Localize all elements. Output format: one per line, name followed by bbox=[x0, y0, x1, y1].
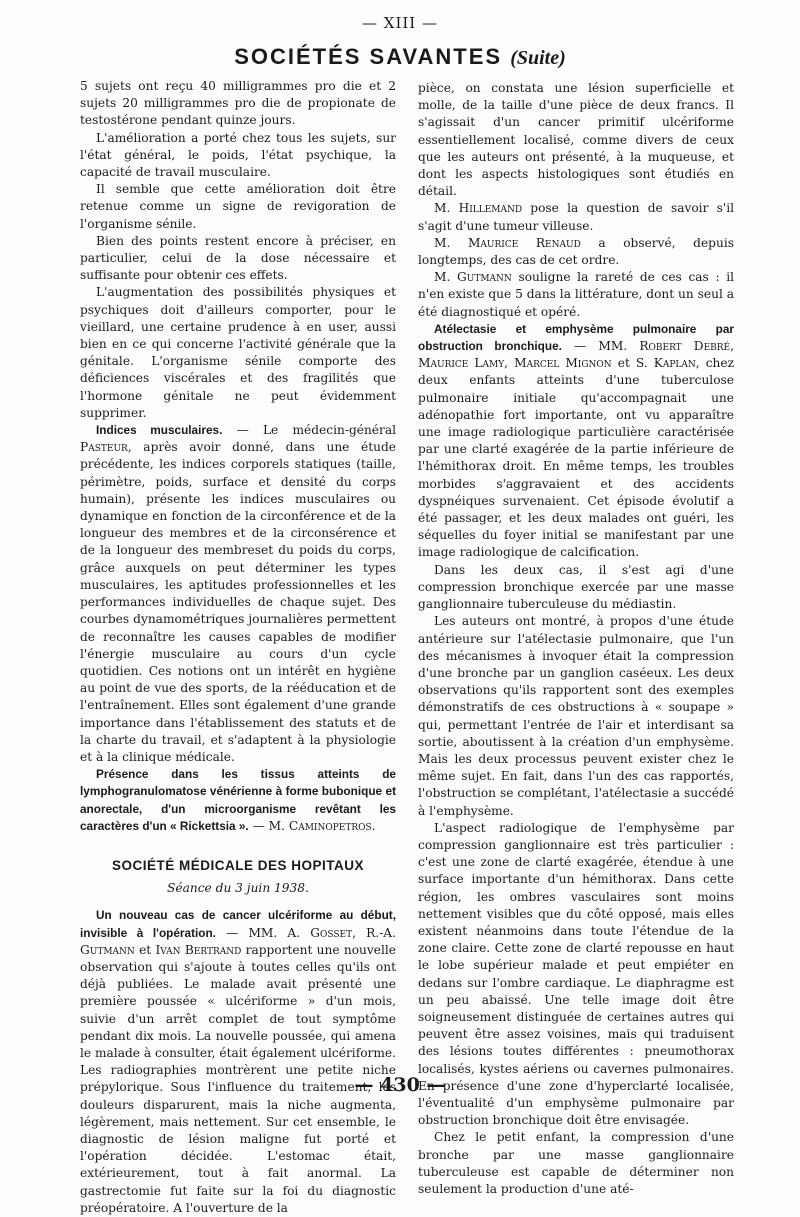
paragraph: M. Gutmann souligne la rareté de ces cas : il n'en existe que 5 dans la littérature, dont un seul a été diagnostiqué et opéré. bbox=[418, 270, 734, 319]
page-number: — 430 — bbox=[354, 1074, 446, 1096]
section-heading: SOCIÉTÉS SAVANTES bbox=[234, 44, 503, 69]
paragraph: M. Maurice Renaud a observé, depuis longtemps, des cas de cet ordre. bbox=[418, 235, 734, 268]
article-title: Présence dans les tissus atteints de lymphogranulomatose vénérienne à forme bubonique et anorectale, d'un microorganisme revêtant les caractères d'un « Rickettsia ». bbox=[80, 767, 396, 833]
article-indices-musculaires: Indices musculaires. — Le médecin-général Pasteur, après avoir donné, dans une étude précédente, les indices corporels statiques (taille, périmètre, poids, surface et densité du corps humain), présente les indices musculaires ou dynamique en fonction de la circonférence et de la longueur des membres et de la circonsérence et de la longueur des membreset du poids du corps, grâce auxquels on peut déterminer les types musculaires, les aptitudes professionnelles et les performances individuelles de chaque sujet. Des courbes dynamométriques journalières permettent de reconnaître les causes capables de modifier l'énergie musculaire au cours d'un cycle quotidien. Ces notions ont un intérêt en hygiène au point de vue des sports, de la rééducation et de l'entraînement. Elles sont également d'une grande importance dans l'établissement des statuts et de la charte du travail, et s'adaptent à la physiologie et à la clinique médicale. bbox=[80, 423, 397, 764]
paragraph: Les auteurs ont montré, à propos d'une étude antérieure sur l'atélectasie pulmonaire, que l'un des mécanismes à invoquer était la compression d'une bronche par un ganglion caséeux. Les deux observations qu'ils rapportent sont des exemples démonstratifs de ces obstructions à « soupape » qui, permettant l'entrée de l'air et interdisant sa sortie, aboutissent à la création d'un emphysème. Mais les deux processus peuvent exister chez le même sujet. En fait, dans l'un des cas rapportés, l'obstruction se complétant, l'atélectasie a succédé à l'emphysème. bbox=[418, 614, 734, 818]
article-cancer-ulceriforme: Un nouveau cas de cancer ulcériforme au début, invisible à l'opération. — MM. A. Gosset, R.-A. Gutmann et Ivan Bertrand rapportent une nouvelle observation qui s'ajoute à toutes celles qu'ils ont déjà publiées. Le malade avait présenté une première poussée « ulcériforme » d'un mois, suivie d'un arrêt complet de tout symptôme pendant dix mois. La nouvelle poussée, qui amena le malade à consulter, était également ulcériforme. Les radiographies montrèrent une petite niche prépylorique. Sous l'influence du traitement, les douleurs disparurent, mais la niche augmenta, légèrement, mais nettement. Sur cet ensemble, le diagnostic de lésion maligne fut porté et l'opération décidée. L'estomac était, extérieurement, tout à fait anormal. La gastrectomie fut faite sur la foi du diagnostic préopératoire. A l'ouverture de la bbox=[80, 908, 397, 1215]
paragraph: L'aspect radiologique de l'emphysème par compression ganglionnaire est très particulier : c'est une zone de clarté exagérée, étendue à une surface importante d'un hémithorax. Dans cette région, les ombres vasculaires sont moins nettement visibles que du côté opposé, mais elles existent néanmoins dans toute l'étendue de la zone claire. Cette zone de clarté repousse en haut le lobe supérieur malade et peut empiéter en dedans sur l'ombre cardiaque. Le diaphragme est un peu abaissé. Une telle image doit être soigneusement distinguée de certaines autres qui peuvent être assez voisines, mais qui traduisent des lésions toutes différentes : pneumothorax localisés, kystes aériens ou cavernes pulmonaires. En présence d'une zone d'hyperclarté localisée, l'éventualité d'un emphysème pulmonaire par obstruction bronchique doit être envisagée. bbox=[418, 820, 734, 1128]
paragraph: pièce, on constata une lésion superficielle et molle, de la taille d'une pièce de deux francs. Il s'agissait d'un cancer primitif ulcériforme essentiellement localisé, comme divers de ceux que les auteurs ont présenté, à la muqueuse, et dont les aspects histologiques sont étudiés en détail. bbox=[418, 81, 734, 199]
paragraph: L'amélioration a porté chez tous les sujets, sur l'état général, le poids, l'état psychique, la capacité de travail musculaire. bbox=[80, 130, 396, 180]
session-date: Séance du 3 juin 1938. bbox=[167, 881, 309, 896]
paragraph: Il semble que cette amélioration doit être retenue comme un signe de revigoration de l'organisme sénile. bbox=[80, 182, 396, 231]
author-name: Marcel Mignon bbox=[514, 356, 612, 371]
roman-page-number: — XIII — bbox=[362, 14, 438, 32]
society-title: SOCIÉTÉ MÉDICALE DES HOPITAUX bbox=[111, 857, 365, 873]
article-lymphogranulomatose: Présence dans les tissus atteints de lymphogranulomatose vénérienne à forme bubonique et anorectale, d'un microorganisme revêtant les caractères d'un « Rickettsia ». — M. Caminopetros. bbox=[80, 767, 396, 833]
heading-suffix: (Suite) bbox=[510, 47, 566, 69]
author-name: Ivan Bertrand bbox=[155, 942, 242, 957]
author-name: Caminopetros bbox=[288, 818, 372, 833]
author-name: Gutmann bbox=[80, 942, 135, 957]
author-name: Kaplan bbox=[653, 356, 696, 371]
left-column bbox=[80, 78, 396, 1217]
paragraph: 5 sujets ont reçu 40 milligrammes pro die et 2 sujets 20 milligrammes pro die de propionate de testostérone pendant quinze jours. bbox=[80, 79, 396, 128]
right-column bbox=[418, 80, 734, 1198]
article-title: Indices musculaires. bbox=[96, 423, 223, 438]
page-title bbox=[0, 44, 800, 70]
paragraph: Bien des points restent encore à préciser, en particulier, celui de la dose nécessaire et suffisante pour obtenir ces effets. bbox=[80, 233, 396, 283]
paragraph: L'augmentation des possibilités physiques et psychiques doit d'ailleurs comporter, pour le vieillard, une certaine prudence à en user, aussi bien en ce qui concerne l'activité générale que la génitale. L'organisme sénile comporte des déficiences viscérales et des fragilités que l'hormone génitale ne peut évidemment supprimer. bbox=[80, 285, 396, 420]
author-name: Pasteur bbox=[80, 440, 128, 455]
article-atelectasie: Atélectasie et emphysème pulmonaire par obstruction bronchique. — MM. Robert Debré, Maurice Lamy, Marcel Mignon et S. Kaplan, chez deux enfants atteints d'une tuberculose pulmonaire initiale qu'accompagnait une adénopathie fort importante, ont vu apparaître une image radiologique particulière caractérisée par une clarté exagérée de la partie inférieure de l'hémithorax droit. En même temps, les troubles morbides s'aggravaient et des accidents dyspnéiques survenaient. Cet épisode évolutif a été passager, et les deux malades ont guéri, les séquelles du foyer initial se manifestant par une image radiologique de calcification. bbox=[418, 321, 734, 560]
author-name: Gosset bbox=[310, 925, 353, 940]
author-name: Robert Debré bbox=[639, 339, 731, 354]
author-name: Hillemand bbox=[458, 201, 523, 216]
article-title: Atélectasie et emphysème pulmonaire par obstruction bronchique. bbox=[418, 321, 734, 354]
paragraph: Dans les deux cas, il s'est agi d'une compression bronchique exercée par une masse ganglionnaire tuberculeuse du médiastin. bbox=[418, 562, 734, 612]
author-name: Maurice Lamy bbox=[418, 356, 505, 371]
paragraph: Chez le petit enfant, la compression d'une bronche par une masse ganglionnaire tuberculeuse est capable de déterminer non seulement la production d'une até- bbox=[418, 1130, 734, 1196]
author-name: Maurice Renaud bbox=[467, 235, 581, 250]
article-title: Un nouveau cas de cancer ulcériforme au début, invisible à l'opération. bbox=[80, 908, 396, 940]
paragraph: M. Hillemand pose la question de savoir s'il s'agit d'une tumeur villeuse. bbox=[418, 201, 735, 233]
author-name: Gutmann bbox=[457, 270, 512, 285]
